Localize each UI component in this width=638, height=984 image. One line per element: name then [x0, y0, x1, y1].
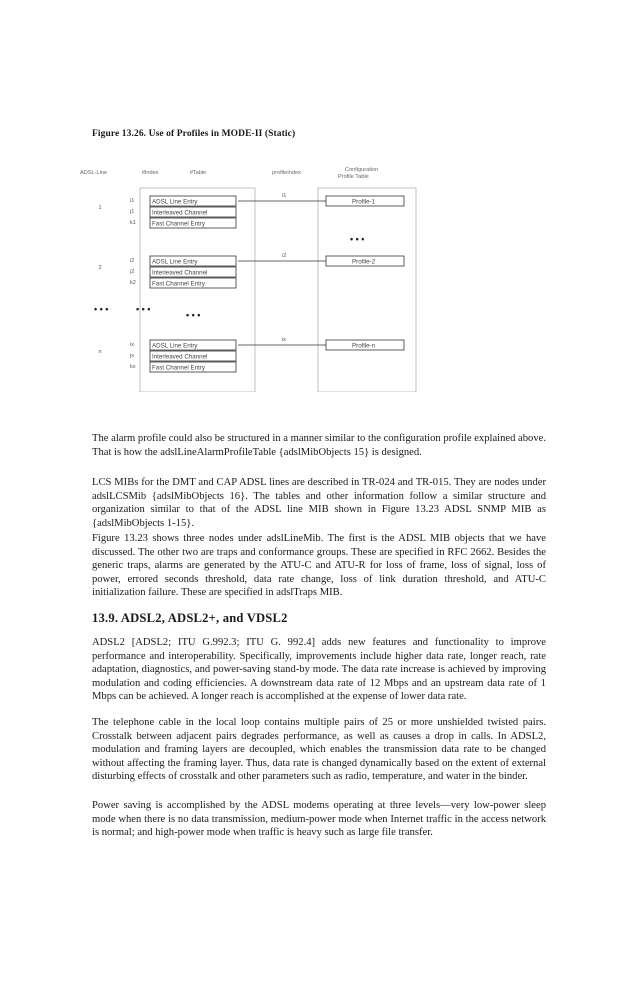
profile-label: Profile-2: [352, 258, 376, 266]
ifindex-ellipsis: • • •: [136, 304, 151, 314]
line-label: n: [98, 349, 102, 355]
ifindex-label: j1: [130, 209, 135, 215]
line-ellipsis: • • •: [94, 304, 109, 314]
entry-text: ADSL Line Entry: [152, 258, 198, 266]
paragraph-text: LCS MIBs for the DMT and CAP ADSL lines are described in TR-024 and TR-015. They are nodes under adslLCSMib {adslMibObjects 16}. The tables and other information follow a similar structure and organization similar to that of the ADSL line MIB shown in Figure 13.23 ADSL SNMP MIB as {adslMibObjects 1-15}.: [92, 477, 546, 529]
profile-table-frame: [318, 188, 416, 392]
paragraph-text: The telephone cable in the local loop contains multiple pairs of 25 or more unshielded twisted pairs. Crosstalk between adjacent pairs degrades performance, as well as causes a drop in calls. In ADSL2, modulation and framing layers are decoupled, which enables the transmission data rate to be changed without affecting the framing layer. Thus, data rate is changed dynamically based on the extent of external disturbing effects of crosstalk and other parameters such as radio, temperature, and water in the binder.: [92, 717, 546, 782]
profile-group-2: [98, 253, 404, 288]
paragraph-text: Figure 13.23 shows three nodes under adslLineMib. The first is the ADSL MIB objects that we have discussed. The other two are traps and conformance groups. These are specified in RFC 2662. Besides the generic traps, alarms are generated by the ATU-C and ATU-R for loss of frame, loss of signal, loss of power, errored seconds threshold, data rate change, loss of link duration threshold, and ATU-C initialization failure. These are specified in adslTraps MIB.: [92, 533, 546, 598]
figure-caption: Figure 13.26. Use of Profiles in MODE-II (Static): [92, 129, 296, 139]
entry-text: Fast Channel Entry: [152, 364, 205, 372]
header-config-line1: Configuration: [345, 167, 379, 173]
profile-index-label: ix: [282, 337, 287, 343]
ifindex-label: k1: [130, 220, 136, 226]
line-label: 2: [98, 265, 102, 271]
paragraph-5: [92, 716, 546, 784]
entry-text: ADSL Line Entry: [152, 342, 198, 350]
profile-group-1: [98, 193, 404, 228]
ifindex-label: k2: [130, 280, 136, 286]
diagram-groups: [94, 193, 404, 372]
entry-text: Interleaved Channel: [152, 353, 208, 361]
paragraph-text: The alarm profile could also be structured in a manner similar to the configuration profile explained above. That is how the adslLineAlarmProfileTable {adslMibObjects 15} is designed.: [92, 433, 546, 458]
paragraph-2: [92, 476, 546, 530]
header-config-line2: Profile Table: [338, 174, 369, 180]
paragraph-text: Power saving is accomplished by the ADSL modems operating at three levels—very low-power sleep mode when there is no data transmission, medium-power mode when Internet traffic in the access network is normal; and high-power mode when traffic is heavy such as large file transfer.: [92, 800, 546, 838]
paragraph-4: [92, 636, 546, 704]
profile-ellipsis-1: • • •: [350, 234, 365, 244]
ifindex-label: jx: [130, 353, 135, 359]
profile-index-label: i2: [282, 253, 287, 259]
line-label: 1: [98, 205, 102, 211]
paragraph-1: [92, 432, 546, 459]
profile-group-3: [98, 337, 404, 372]
paragraph-text: ADSL2 [ADSL2; ITU G.992.3; ITU G. 992.4] adds new features and functionality to improve performance and interoperability. Specifically, improvements include higher data rate, longer reach, rate adaptation, diagnostics, and power-saving stand-by mode. The data rate increase is achieved by improving modulation and coding efficiencies. A downstream data rate of 12 Mbps and an upstream data rate of 1 Mbps can be achieved. A longer reach is accomplished at the expense of lower data rate.: [92, 637, 546, 702]
header-iftable: ifTable: [190, 170, 207, 176]
ifindex-label: i1: [130, 198, 135, 204]
ifindex-label: i2: [130, 258, 135, 264]
ifindex-label: ix: [130, 342, 135, 348]
section-heading: 13.9. ADSL2, ADSL2+, and VDSL2: [92, 611, 288, 625]
header-ifindex: ifIndex: [142, 170, 159, 176]
entry-interleaved: Interleaved Channel: [152, 209, 208, 217]
entry-fast: Fast Channel Entry: [152, 220, 205, 228]
profile-diagram: [80, 162, 550, 392]
entry-text: Fast Channel Entry: [152, 280, 205, 288]
entry-adsl-line: ADSL Line Entry: [152, 198, 198, 206]
ifindex-label: kx: [130, 364, 136, 370]
paragraph-6: [92, 799, 546, 840]
ifindex-label: j2: [130, 269, 135, 275]
header-profileindex: profileIndex: [272, 170, 301, 176]
iftable-ellipsis: • • •: [186, 310, 201, 320]
profile-index-label: i1: [282, 193, 287, 199]
paragraph-3: [92, 532, 546, 600]
profile-label: Profile-1: [352, 198, 376, 206]
profile-diagram-svg: [80, 162, 550, 392]
entry-text: Interleaved Channel: [152, 269, 208, 277]
header-adsl-line: ADSL-Line: [80, 170, 108, 176]
profile-label: Profile-n: [352, 342, 376, 350]
